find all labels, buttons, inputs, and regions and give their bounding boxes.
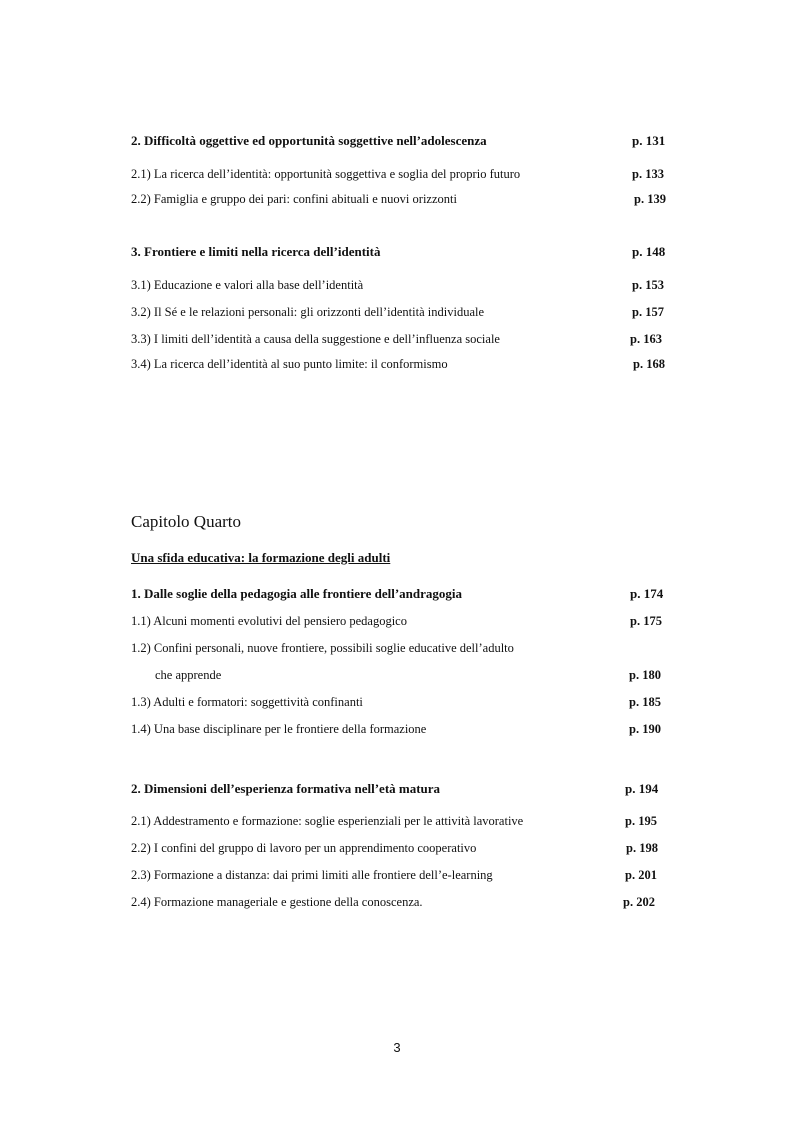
- toc-page-ref: p. 201: [625, 868, 657, 882]
- toc-page-ref: p. 198: [626, 841, 658, 855]
- toc-entry[interactable]: [131, 275, 674, 295]
- toc-entry-title: 1.3) Adulti e formatori: soggettività confinanti: [131, 695, 363, 709]
- toc-page-ref: p. 202: [623, 895, 655, 909]
- toc-page-ref: p. 174: [630, 586, 664, 601]
- toc-heading-title: 3. Frontiere e limiti nella ricerca dell’identità: [131, 244, 381, 259]
- toc-page-ref: p. 180: [629, 668, 661, 682]
- toc-entry-title: 2.1) Addestramento e formazione: soglie esperienziali per le attività lavorative: [131, 814, 524, 828]
- toc-entry[interactable]: [131, 302, 674, 322]
- toc-page-ref: p. 153: [632, 278, 664, 292]
- toc-heading-title: 2. Dimensioni dell’esperienza formativa nell’età matura: [131, 781, 441, 796]
- toc-entry-title-continuation: che apprende: [155, 668, 222, 682]
- toc-entry[interactable]: [131, 811, 674, 831]
- toc-page-ref: p. 185: [629, 695, 661, 709]
- toc-page-ref: p. 148: [632, 244, 666, 259]
- toc-page-ref: p. 195: [625, 814, 657, 828]
- toc-page-ref: p. 157: [632, 305, 664, 319]
- toc-entry[interactable]: [131, 838, 674, 858]
- toc-entry-title: 3.3) I limiti dell’identità a causa della suggestione e dell’influenza sociale: [131, 332, 500, 346]
- toc-page-ref: p. 175: [630, 614, 662, 628]
- toc-entry-title: 3.2) Il Sé e le relazioni personali: gli orizzonti dell’identità individuale: [131, 305, 485, 319]
- toc-entry[interactable]: [131, 892, 674, 912]
- toc-entry-title: 2.3) Formazione a distanza: dai primi limiti alle frontiere dell’e-learning: [131, 868, 493, 882]
- toc-heading[interactable]: [131, 131, 674, 151]
- chapter-title: Capitolo Quarto: [131, 512, 242, 531]
- toc-page-ref: p. 168: [633, 357, 665, 371]
- toc-heading-title: 2. Difficoltà oggettive ed opportunità soggettive nell’adolescenza: [131, 133, 487, 148]
- toc-entry[interactable]: [131, 692, 674, 712]
- chapter-subtitle: Una sfida educativa: la formazione degli adulti: [131, 550, 391, 565]
- toc-entry-continuation[interactable]: [131, 665, 674, 685]
- toc-page-ref: p. 139: [634, 192, 666, 206]
- toc-heading[interactable]: [131, 242, 674, 262]
- toc-entry[interactable]: [131, 354, 674, 374]
- toc-entry-title: 3.4) La ricerca dell’identità al suo punto limite: il conformismo: [131, 357, 448, 371]
- toc-entry[interactable]: [131, 865, 674, 885]
- toc-entry-title: 1.2) Confini personali, nuove frontiere, possibili soglie educative dell’adulto: [131, 641, 514, 655]
- toc-heading[interactable]: [131, 779, 674, 799]
- toc-entry-title: 2.4) Formazione manageriale e gestione della conoscenza.: [131, 895, 423, 909]
- toc-page-ref: p. 194: [625, 781, 659, 796]
- toc-entry-title: 2.2) I confini del gruppo di lavoro per un apprendimento cooperativo: [131, 841, 477, 855]
- toc-entry-title: 3.1) Educazione e valori alla base dell’identità: [131, 278, 364, 292]
- toc-entry[interactable]: [131, 611, 674, 631]
- toc-entry[interactable]: [131, 189, 674, 209]
- toc-entry-title: 2.2) Famiglia e gruppo dei pari: confini abituali e nuovi orizzonti: [131, 192, 457, 206]
- toc-heading-title: 1. Dalle soglie della pedagogia alle frontiere dell’andragogia: [131, 586, 462, 601]
- toc-entry[interactable]: [131, 719, 674, 739]
- toc-entry-title: 1.1) Alcuni momenti evolutivi del pensiero pedagogico: [131, 614, 407, 628]
- toc-entry-title: 2.1) La ricerca dell’identità: opportunità soggettiva e soglia del proprio futuro: [131, 167, 521, 181]
- toc-entry-title: 1.4) Una base disciplinare per le frontiere della formazione: [131, 722, 427, 736]
- toc-entry[interactable]: [131, 164, 674, 184]
- page-number: 3: [393, 1040, 401, 1055]
- toc-page-ref: p. 133: [632, 167, 664, 181]
- toc-entry[interactable]: [131, 638, 674, 658]
- toc-page-ref: p. 131: [632, 133, 666, 148]
- toc-page-ref: p. 163: [630, 332, 662, 346]
- toc-entry[interactable]: [131, 329, 674, 349]
- toc-page-ref: p. 190: [629, 722, 661, 736]
- toc-heading[interactable]: [131, 584, 674, 604]
